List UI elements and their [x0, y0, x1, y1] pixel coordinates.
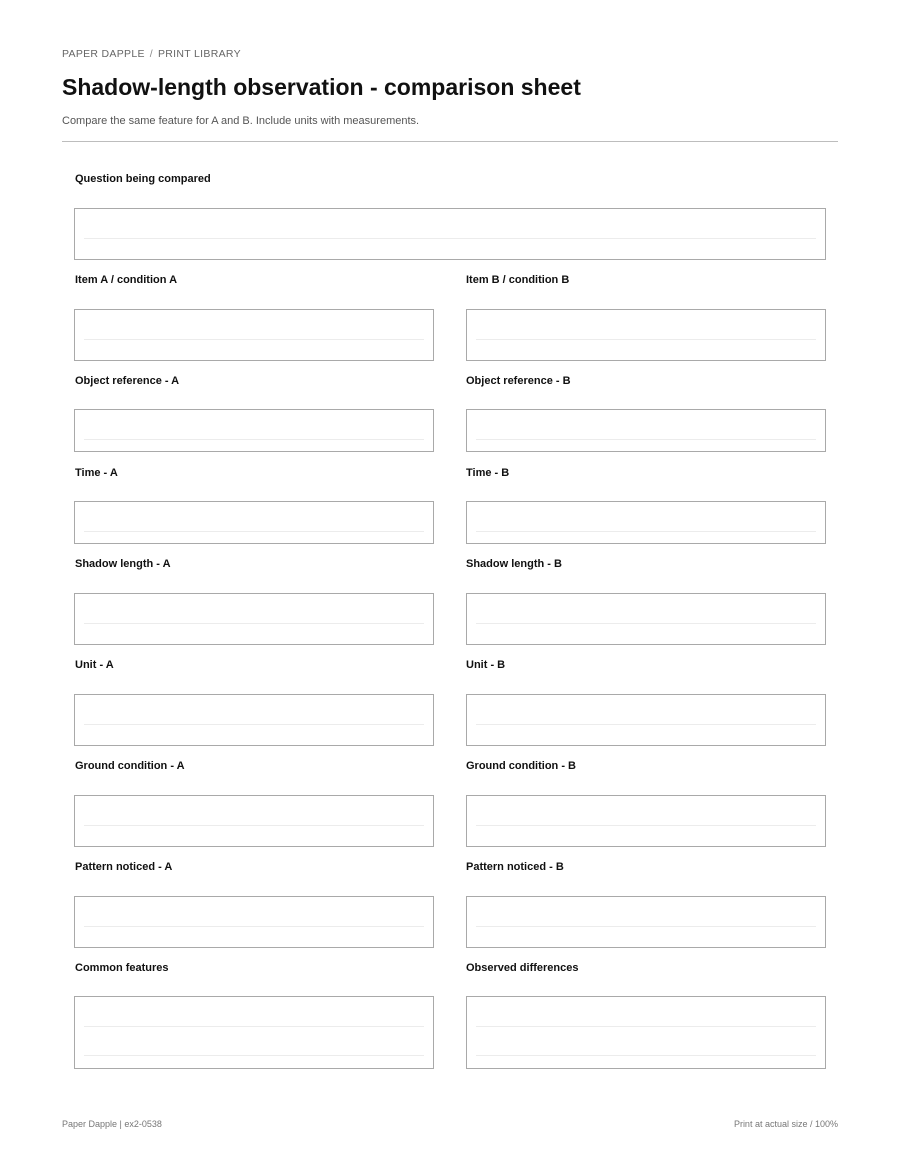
question-answer-box[interactable] — [74, 208, 826, 260]
ground-condition-a-answer-box[interactable] — [74, 795, 434, 847]
ground-condition-a-label: Ground condition - A — [75, 760, 185, 772]
writing-line — [476, 926, 816, 927]
writing-line — [476, 439, 816, 440]
item-b-answer-box[interactable] — [466, 309, 826, 361]
writing-line — [84, 724, 424, 725]
time-b-answer-box[interactable] — [466, 501, 826, 544]
breadcrumb-site[interactable]: PAPER DAPPLE — [62, 48, 145, 60]
header-divider — [62, 141, 838, 142]
item-b-label: Item B / condition B — [466, 274, 570, 286]
writing-line — [84, 926, 424, 927]
object-reference-b-answer-box[interactable] — [466, 409, 826, 452]
breadcrumb-section[interactable]: PRINT LIBRARY — [158, 48, 241, 60]
page-subtitle: Compare the same feature for A and B. Include units with measurements. — [62, 115, 420, 127]
writing-line — [84, 623, 424, 624]
writing-line — [476, 825, 816, 826]
unit-b-answer-box[interactable] — [466, 694, 826, 746]
item-a-label: Item A / condition A — [75, 274, 178, 286]
footer-print-note: Print at actual size / 100% — [733, 1119, 838, 1129]
item-a-answer-box[interactable] — [74, 309, 434, 361]
page-title: Shadow-length observation - comparison sheet — [62, 74, 581, 100]
writing-line — [476, 623, 816, 624]
writing-line — [84, 439, 424, 440]
breadcrumb — [62, 48, 241, 60]
observed-differences-answer-box[interactable] — [466, 996, 826, 1069]
ground-condition-b-label: Ground condition - B — [466, 760, 576, 772]
pattern-noticed-a-label: Pattern noticed - A — [75, 861, 173, 873]
writing-line — [84, 1055, 424, 1056]
writing-line — [476, 339, 816, 340]
pattern-noticed-b-label: Pattern noticed - B — [466, 861, 564, 873]
breadcrumb-separator: / — [149, 48, 153, 60]
writing-line — [84, 531, 424, 532]
object-reference-b-label: Object reference - B — [466, 375, 571, 387]
writing-line — [84, 1026, 424, 1027]
pattern-noticed-b-answer-box[interactable] — [466, 896, 826, 948]
writing-line — [84, 825, 424, 826]
common-features-label: Common features — [75, 962, 169, 974]
ground-condition-b-answer-box[interactable] — [466, 795, 826, 847]
pattern-noticed-a-answer-box[interactable] — [74, 896, 434, 948]
writing-line — [476, 724, 816, 725]
observed-differences-label: Observed differences — [466, 962, 579, 974]
writing-line — [476, 531, 816, 532]
time-a-label: Time - A — [75, 467, 118, 479]
shadow-length-a-label: Shadow length - A — [75, 558, 171, 570]
unit-b-label: Unit - B — [466, 659, 506, 671]
time-a-answer-box[interactable] — [74, 501, 434, 544]
shadow-length-a-answer-box[interactable] — [74, 593, 434, 645]
shadow-length-b-answer-box[interactable] — [466, 593, 826, 645]
writing-line — [476, 1026, 816, 1027]
unit-a-answer-box[interactable] — [74, 694, 434, 746]
question-label: Question being compared — [75, 173, 211, 185]
time-b-label: Time - B — [466, 467, 510, 479]
object-reference-a-label: Object reference - A — [75, 375, 180, 387]
writing-line — [84, 339, 424, 340]
object-reference-a-answer-box[interactable] — [74, 409, 434, 452]
unit-a-label: Unit - A — [75, 659, 114, 671]
footer-document-id: Paper Dapple | ex2-0538 — [62, 1119, 162, 1129]
shadow-length-b-label: Shadow length - B — [466, 558, 562, 570]
common-features-answer-box[interactable] — [74, 996, 434, 1069]
writing-line — [476, 1055, 816, 1056]
writing-line — [84, 238, 816, 239]
